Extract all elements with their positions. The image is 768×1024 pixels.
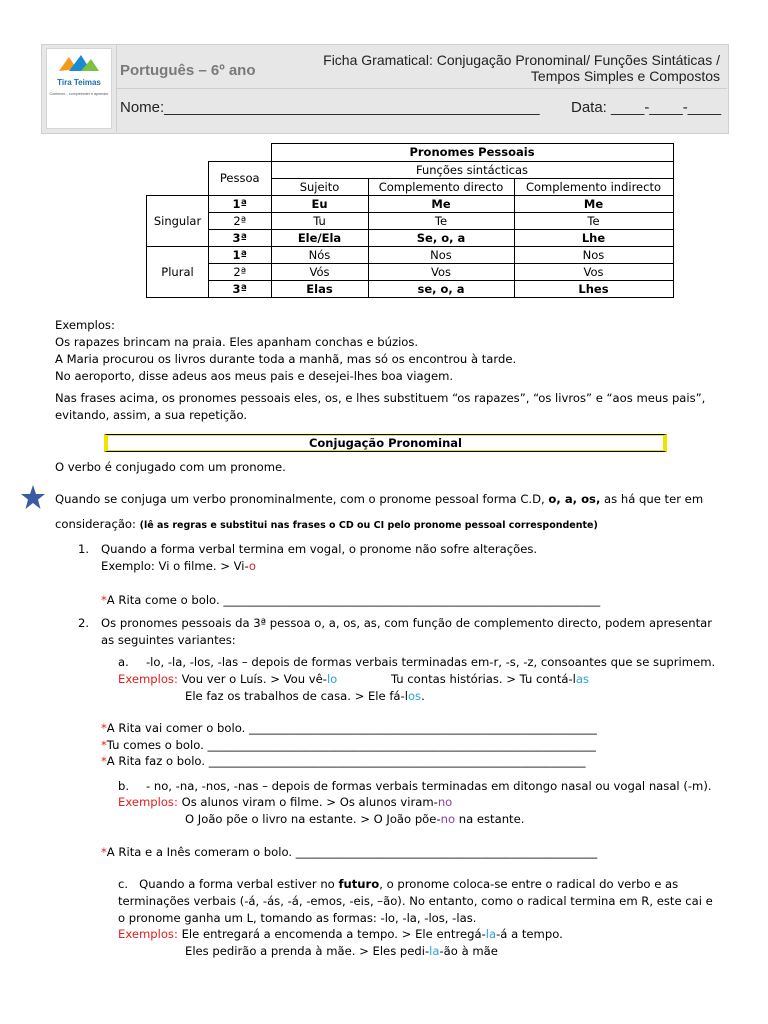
example-text: -á a tempo.	[496, 927, 563, 941]
table-cell: Tu	[271, 213, 368, 230]
table-cell: 1ª	[209, 196, 272, 213]
item2-block	[101, 615, 716, 649]
example-text: Eles pedirão a prenda à mãe. > Eles pedi-	[185, 944, 430, 958]
table-cell: Nos	[514, 247, 673, 264]
item-number: 2.	[78, 616, 90, 630]
example-text: Ele entregará a encomenda a tempo. > Ele entregá-	[177, 927, 486, 941]
table-row	[147, 264, 674, 281]
subitem-a-label: a.	[118, 655, 129, 669]
exercise-text: A Rita faz o bolo. _________________________________________________________________	[106, 754, 586, 768]
example-highlight: os	[407, 689, 422, 703]
fiche-title-line2: Tempos Simples e Compostos	[530, 68, 720, 84]
subitem-c-line3: o pronome ganha um L, tomando as formas: -lo, -la, -los, -las.	[118, 911, 477, 925]
table-cell: Vós	[271, 264, 368, 281]
item2-text: as seguintes variantes:	[101, 633, 236, 647]
subitem-c-text: Quando a forma verbal estiver no	[139, 877, 339, 891]
examples-label: Exemplos:	[118, 672, 178, 686]
table-header-cd: Complemento directo	[368, 179, 514, 196]
item1-text: Quando a forma verbal termina em vogal, o pronome não sofre alterações.	[101, 542, 538, 556]
logo-name: Tira Teimas	[57, 78, 101, 87]
rule-paragraph	[55, 491, 717, 508]
exercise-line[interactable]: *A Rita vai comer o bolo. ____________________________________________________________	[101, 721, 597, 735]
rule-text: as há que ter em	[600, 492, 704, 506]
pronouns-table	[146, 143, 674, 298]
item1-example	[101, 558, 741, 575]
subitem-c-example1	[118, 926, 563, 943]
subitem-b-text: - no, -na, -nos, -nas – depois de formas verbais terminadas em ditongo nasal ou vogal nasal (-m).	[146, 779, 712, 793]
rule-text: Quando se conjuga um verbo pronominalmente, com o pronome pessoal forma C.D,	[55, 492, 549, 506]
subitem-a-example1	[118, 671, 718, 688]
example-text: Os alunos viram o filme. > Os alunos viram-	[177, 795, 438, 809]
examples-label: Exemplos:	[118, 927, 178, 941]
section-intro: O verbo é conjugado com um pronome.	[55, 460, 286, 474]
table-header-pessoa: Pessoa	[209, 162, 272, 196]
date-field[interactable]: Data: ____-____-____	[571, 99, 722, 116]
explanation-paragraph	[55, 390, 745, 424]
exercise-line[interactable]: *Tu comes o bolo. ___________________________________________________________________	[101, 738, 596, 752]
table-cell: Lhe	[514, 230, 673, 247]
example-highlight: lo	[326, 672, 338, 686]
table-row	[147, 213, 674, 230]
subitem-b-label: b.	[118, 779, 130, 793]
subitem-c-label: c.	[118, 877, 129, 891]
table-row	[147, 247, 674, 264]
table-singular-label: Singular	[147, 196, 209, 247]
subject-title: Português – 6º ano	[120, 62, 256, 79]
table-cell: 2ª	[209, 264, 272, 281]
example-text: Tu contas histórias. > Tu contá-l	[390, 672, 576, 686]
subitem-b-example2: O João põe o livro na estante. > O João põe-no na estante.	[185, 812, 525, 826]
table-header-functions: Funções sintácticas	[271, 162, 673, 179]
table-title: Pronomes Pessoais	[271, 144, 673, 162]
table-cell: 2ª	[209, 213, 272, 230]
fiche-title	[300, 52, 720, 84]
exercise-text: A Rita vai comer o bolo. ____________________________________________________________	[106, 721, 597, 735]
rule-text: consideração:	[55, 517, 140, 531]
rule-note: (lê as regras e substitui nas frases o CD ou CI pelo pronome pessoal correspondente)	[139, 520, 598, 531]
table-row	[147, 230, 674, 247]
table-header-ci: Complemento indirecto	[514, 179, 673, 196]
table-cell: se, o, a	[368, 281, 514, 298]
item1-block	[101, 541, 741, 575]
header-divider	[116, 88, 727, 89]
explanation-line: Nas frases acima, os pronomes pessoais eles, os, e lhes substituem “os rapazes”, “os livros” e “aos meus pais”,	[55, 391, 706, 405]
exercise-line[interactable]: *A Rita e a Inês comeram o bolo. ____________________________________________________	[101, 845, 598, 859]
examples-heading: Exemplos:	[55, 318, 115, 332]
table-cell: Vos	[368, 264, 514, 281]
example-text: Vou ver o Luís. > Vou vê-	[177, 672, 327, 686]
table-cell: 3ª	[209, 281, 272, 298]
exercise-line[interactable]: *A Rita come o bolo. _________________________________________________________________	[101, 593, 601, 607]
example-highlight: la	[429, 944, 440, 958]
exercise-text: A Rita e a Inês comeram o bolo. ____________________________________________________	[106, 845, 598, 859]
examples-block	[55, 317, 735, 385]
section-title: Conjugação Pronominal	[104, 434, 667, 452]
logo-icon	[47, 49, 111, 128]
table-cell: Me	[368, 196, 514, 213]
table-cell: Te	[514, 213, 673, 230]
table-cell: Nós	[271, 247, 368, 264]
explanation-line: evitando, assim, a sua repetição.	[55, 408, 248, 422]
subitem-b-example1	[118, 794, 452, 811]
examples-label: Exemplos:	[118, 795, 178, 809]
school-logo	[46, 48, 112, 129]
subitem-c-line2: terminações verbais (-á, -ás, -á, -emos, -eis, –ão). No entanto, como o radical termina em R, este cai e	[118, 894, 713, 908]
table-cell: Vos	[514, 264, 673, 281]
table-cell: Ele/Ela	[271, 230, 368, 247]
table-cell: Te	[368, 213, 514, 230]
subitem-c-line1	[118, 876, 714, 893]
table-row	[147, 281, 674, 298]
table-cell: Eu	[271, 196, 368, 213]
example-highlight: no	[440, 812, 456, 826]
example-text: Exemplo: Vi o filme. > Vi-	[101, 559, 249, 573]
example-highlight: as	[575, 672, 590, 686]
exercise-text: A Rita come o bolo. _________________________________________________________________	[106, 593, 601, 607]
table-cell: 1ª	[209, 247, 272, 264]
example-text: na estante	[455, 812, 521, 826]
rule-pronouns: o, a, os,	[548, 492, 601, 506]
logo-tagline: Conhecer... compreender e aprender	[49, 92, 109, 96]
exercise-line[interactable]: *A Rita faz o bolo. _________________________________________________________________	[101, 754, 586, 768]
subitem-c-example2	[185, 943, 498, 960]
table-row	[147, 196, 674, 213]
item-number: 1.	[78, 542, 90, 556]
example-highlight: o	[248, 559, 256, 573]
exercise-text: Tu comes o bolo. ___________________________________________________________________	[106, 738, 596, 752]
example-text: O João põe o livro na estante. > O João põe-	[185, 812, 441, 826]
star-icon	[20, 484, 46, 510]
table-cell: Lhes	[514, 281, 673, 298]
example-highlight: la	[485, 927, 497, 941]
subitem-c-block	[118, 876, 714, 927]
table-header-sujeito: Sujeito	[271, 179, 368, 196]
example-text: -ão à mãe	[439, 944, 498, 958]
table-cell: Nos	[368, 247, 514, 264]
subitem-a-example2: Ele faz os trabalhos de casa. > Ele fá-los.	[185, 689, 425, 703]
example-line: No aeroporto, disse adeus aos meus pais e desejei-lhes boa viagem.	[55, 369, 454, 383]
name-field[interactable]: Nome:_____________________________________________	[120, 99, 540, 116]
example-highlight: no	[437, 795, 453, 809]
table-plural-label: Plural	[147, 247, 209, 298]
rule-paragraph-2	[55, 516, 598, 534]
table-cell: Elas	[271, 281, 368, 298]
item2-text: Os pronomes pessoais da 3ª pessoa o, a, os, as, com função de complemento directo, podem apresentar	[101, 616, 713, 630]
table-cell: 3ª	[209, 230, 272, 247]
subitem-c-keyword: futuro	[338, 877, 380, 891]
example-line: A Maria procurou os livros durante toda a manhã, mas só os encontrou à tarde.	[55, 352, 517, 366]
example-line: Os rapazes brincam na praia. Eles apanham conchas e búzios.	[55, 335, 419, 349]
table-cell: Se, o, a	[368, 230, 514, 247]
subitem-a-text: -lo, -la, -los, -las – depois de formas verbais terminadas em-r, -s, -z, consoantes que se suprimem.	[146, 655, 716, 669]
example-text: Ele faz os trabalhos de casa. > Ele fá-l	[185, 689, 408, 703]
table-cell: Me	[514, 196, 673, 213]
subitem-c-text: , o pronome coloca-se entre o radical do verbo e as	[379, 877, 679, 891]
fiche-title-line1: Ficha Gramatical: Conjugação Pronominal/ Funções Sintáticas /	[323, 52, 720, 68]
